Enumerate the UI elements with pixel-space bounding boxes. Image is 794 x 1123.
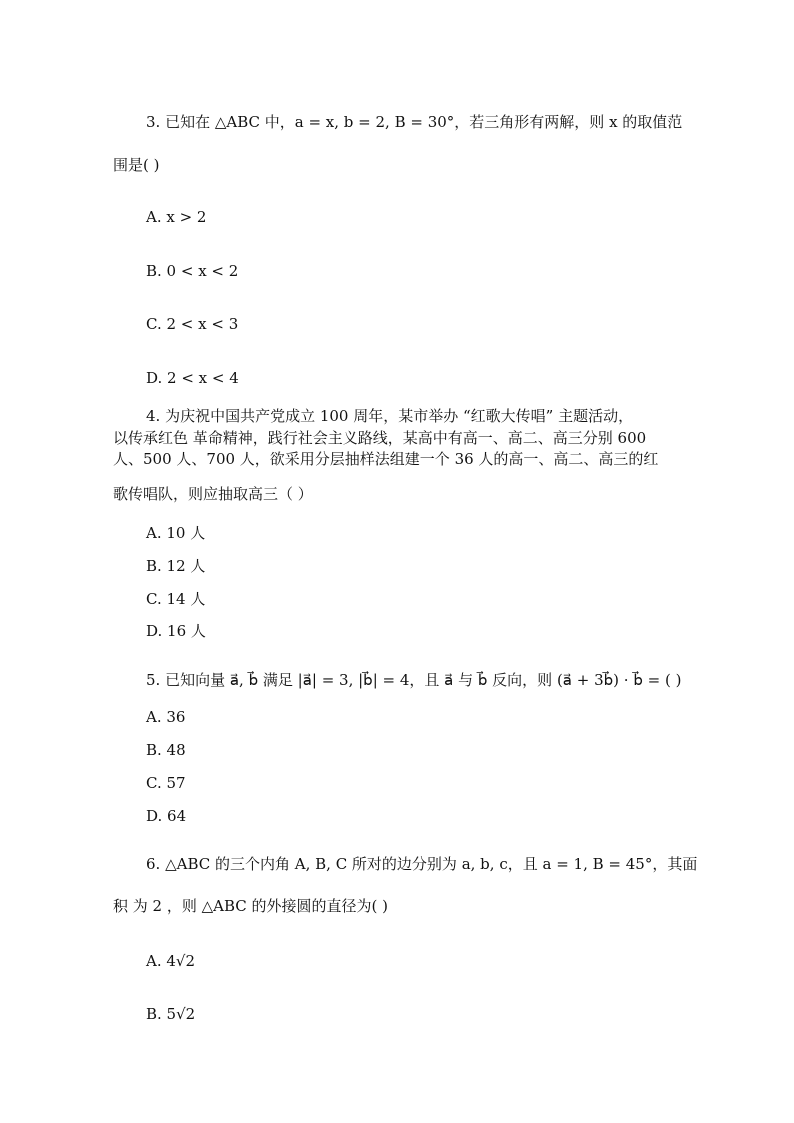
question-4-option-d: D. 16 人: [146, 622, 206, 640]
question-4-line-1: 4. 为庆祝中国共产党成立 100 周年，某市举办 “红歌大传唱” 主题活动，: [146, 407, 634, 425]
question-4-line-3: 人、500 人、700 人，欲采用分层抽样法组建一个 36 人的高一、高二、高三的红: [113, 450, 659, 468]
question-5-option-a: A. 36: [146, 708, 186, 726]
question-5-line-1: 5. 已知向量 a⃗, b⃗ 满足 |a⃗| = 3, |b⃗| = 4，且 a⃗ 与 b⃗ 反向，则 (a⃗ + 3b⃗) · b⃗ = ( ): [146, 671, 682, 689]
question-3-line-1: 3. 已知在 △ABC 中，a = x, b = 2, B = 30°，若三角形有两解，则 x 的取值范: [146, 113, 683, 131]
question-3-option-d: D. 2 < x < 4: [146, 369, 239, 387]
question-4-option-b: B. 12 人: [146, 557, 206, 575]
question-4-option-a: A. 10 人: [146, 524, 206, 542]
question-4-option-c: C. 14 人: [146, 590, 206, 608]
question-4-line-2: 以传承红色 革命精神，践行社会主义路线，某高中有高一、高二、高三分别 600: [113, 429, 647, 447]
question-5-option-d: D. 64: [146, 807, 187, 825]
question-6-line-2: 积 为 2 ，则 △ABC 的外接圆的直径为( ): [113, 897, 389, 915]
question-3-line-2: 围是( ): [113, 156, 160, 174]
question-3-option-c: C. 2 < x < 3: [146, 315, 239, 333]
question-6-option-b: B. 5√2: [146, 1005, 196, 1023]
question-3-option-a: A. x > 2: [146, 208, 207, 226]
question-3-option-b: B. 0 < x < 2: [146, 262, 239, 280]
question-5-option-b: B. 48: [146, 741, 186, 759]
question-4-line-4: 歌传唱队，则应抽取高三（ ）: [113, 485, 313, 503]
question-5-option-c: C. 57: [146, 774, 186, 792]
question-6-line-1: 6. △ABC 的三个内角 A, B, C 所对的边分别为 a, b, c，且 a = 1, B = 45°，其面: [146, 855, 698, 873]
question-6-option-a: A. 4√2: [146, 952, 196, 970]
